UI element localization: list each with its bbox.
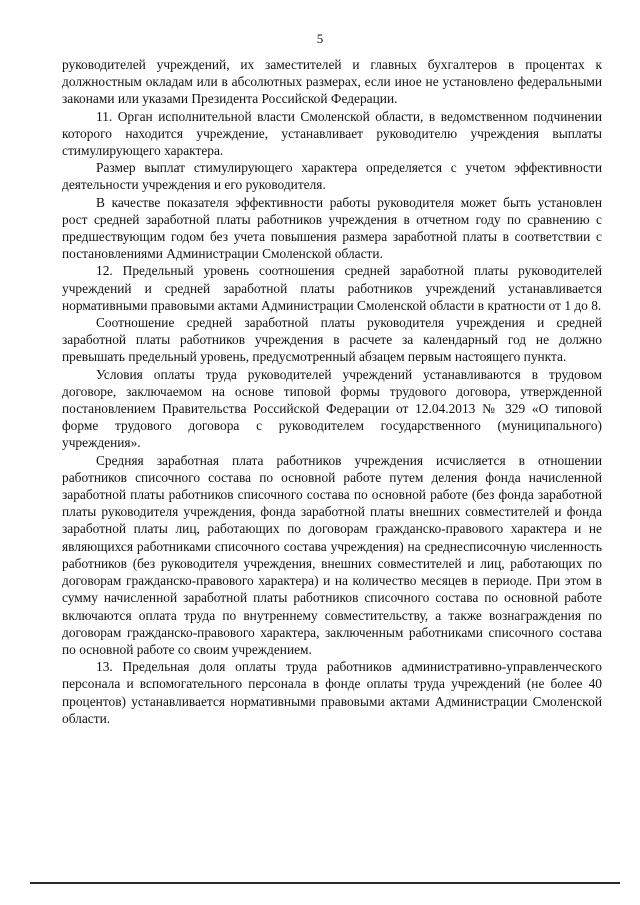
paragraph: В качестве показателя эффективности работы руководителя может быть установлен рост средней заработной платы работников учреждения в отчетном году по сравнению с предшествующим годом без учета повышения размера заработной платы в соответствии с постановлениями Администрации Смоленской области.: [62, 194, 602, 262]
document-body: [62, 56, 602, 727]
footer-rule: [30, 882, 620, 884]
paragraph: руководителей учреждений, их заместителей и главных бухгалтеров в процентах к должностным окладам или в абсолютных размерах, если иное не установлено федеральными законами или указами Президента Российской Федерации.: [62, 57, 602, 107]
paragraph: Размер выплат стимулирующего характера определяется с учетом эффективности деятельности учреждения и его руководителя.: [62, 160, 602, 193]
paragraph: 12. Предельный уровень соотношения средней заработной платы руководителей учреждений и средней заработной платы работников учреждений устанавливается нормативными правовыми актами Администрации Смоленской области в кратности от 1 до 8.: [62, 263, 602, 313]
paragraph: Соотношение средней заработной платы руководителя учреждения и средней заработной платы работников учреждения в расчете за календарный год не должно превышать предельный уровень, предусмотренный абзацем первым настоящего пункта.: [62, 315, 602, 365]
paragraph: 11. Орган исполнительной власти Смоленской области, в ведомственном подчинении которого находится учреждение, устанавливает руководителю учреждения выплаты стимулирующего характера.: [62, 108, 602, 159]
paragraph: 13. Предельная доля оплаты труда работников административно-управленческого персонала и вспомогательного персонала в фонде оплаты труда учреждений (не более 40 процентов) устанавливается нормативными правовыми актами Администрации Смоленской области.: [62, 659, 602, 726]
paragraph: Средняя заработная плата работников учреждения исчисляется в отношении работников списочного состава по основной работе путем деления фонда начисленной заработной платы работников списочного состава по основной работе (без фонда заработной платы руководителя учреждения, фонда заработной платы внешних совместителей и фонда заработной платы лиц, работающих по договорам гражданско-правового характера и не являющихся работниками списочного состава учреждения) на среднесписочную численность работников (без руководителя учреждения, внешних совместителей и лиц, работающих по договорам гражданско-правового характера) и на количество месяцев в периоде. При этом в сумму начисленной заработной платы работников списочного состава по основной работе включаются оплата труда по внутреннему совместительству, а также вознаграждения по договорам гражданско-правового характера, заключенным работниками списочного состава по основной работе со своим учреждением.: [62, 452, 602, 657]
paragraph: Условия оплаты труда руководителей учреждений устанавливаются в трудовом договоре, заключаемом на основе типовой формы трудового договора, утвержденной постановлением Правительства Российской Федерации от 12.04.2013 № 329 «О типовой форме трудового договора с руководителем государственного (муниципального) учреждения».: [62, 366, 602, 451]
page-number: 5: [316, 31, 324, 46]
